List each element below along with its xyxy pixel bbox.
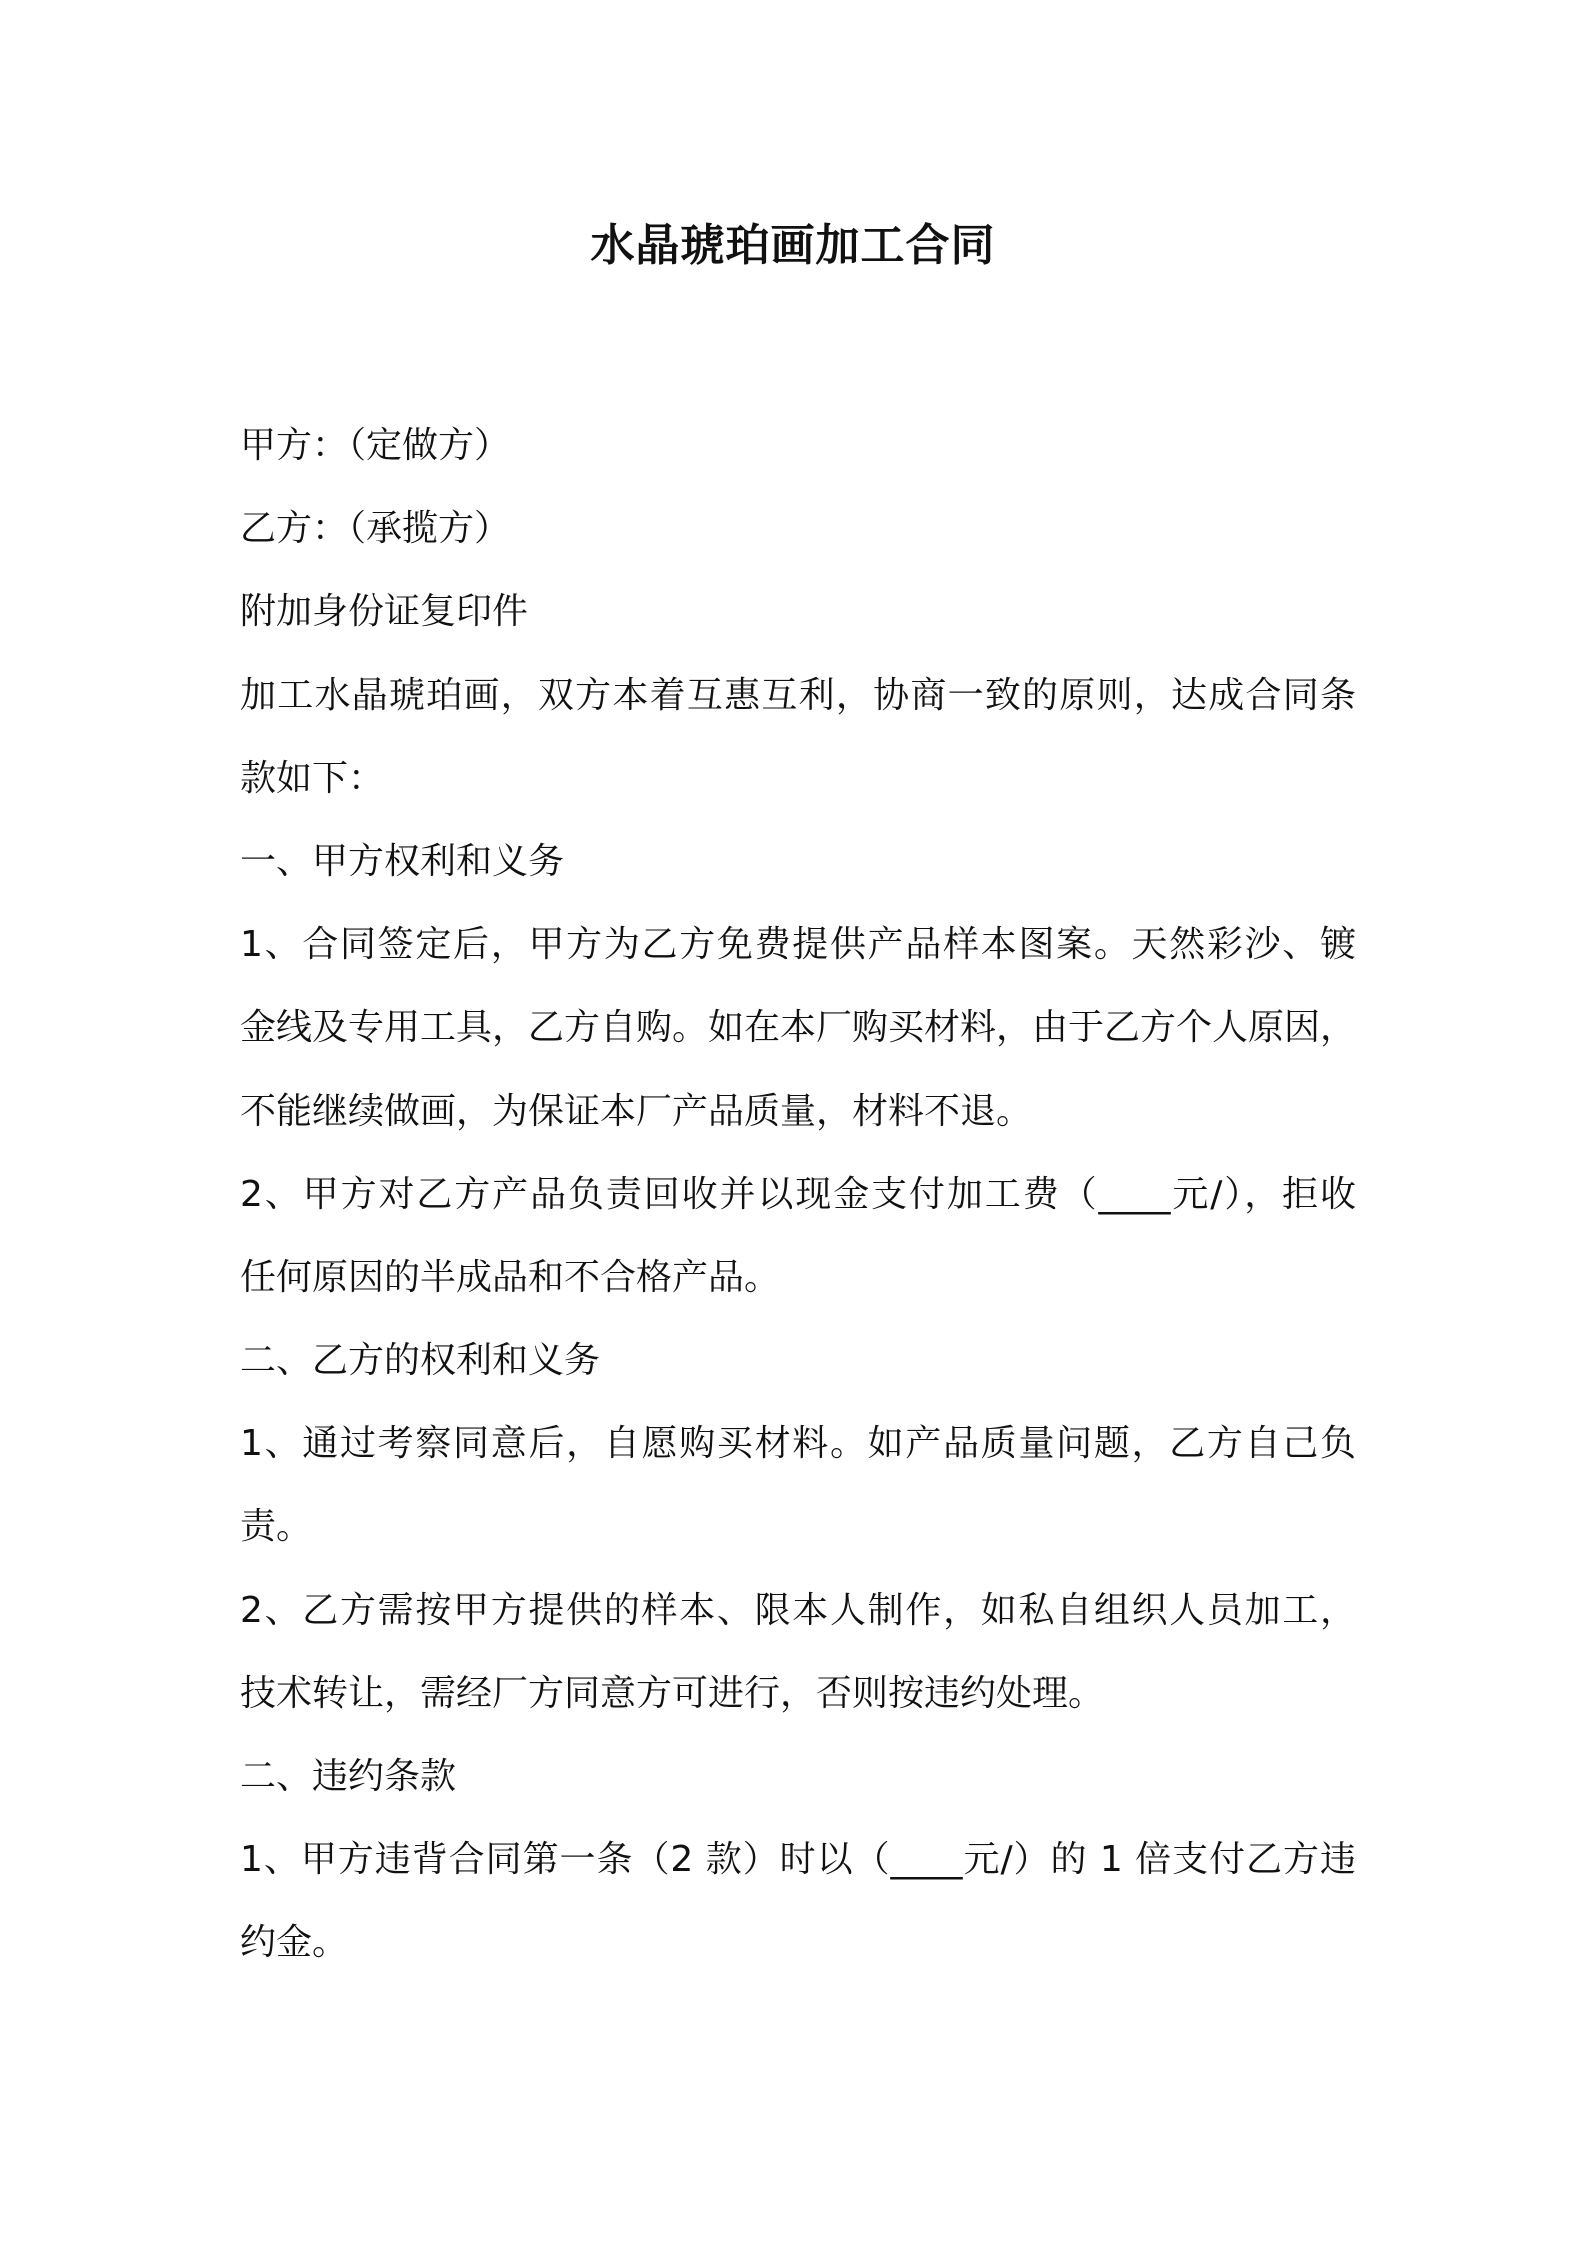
clause-a1-line-3: 不能继续做画，为保证本厂产品质量，材料不退。 <box>240 1090 1033 1132</box>
clause-a2-line-1: 2、甲方对乙方产品负责回收并以现金支付加工费（____元/），拒收 <box>240 1173 1356 1215</box>
preamble-line-1: 加工水晶琥珀画，双方本着互惠互利，协商一致的原则，达成合同条 <box>240 674 1356 716</box>
party-a-line: 甲方：（定做方） <box>240 425 511 466</box>
clause-b2-line-1: 2、乙方需按甲方提供的样本、限本人制作，如私自组织人员加工， <box>240 1589 1356 1631</box>
attachment-line: 附加身份证复印件 <box>240 591 529 633</box>
clause-a1-line-1: 1、合同签定后，甲方为乙方免费提供产品样本图案。天然彩沙、镀 <box>240 924 1356 966</box>
clause-b1-line-1: 1、通过考察同意后，自愿购买材料。如产品质量问题，乙方自己负 <box>240 1423 1356 1465</box>
clause-breach1-line-1: 1、甲方违背合同第一条（2 款）时以（____元/）的 1 倍支付乙方违 <box>240 1839 1356 1881</box>
document-body <box>240 404 1356 1985</box>
section-heading-breach: 二、违约条款 <box>240 1756 457 1797</box>
clause-a1-line-2: 金线及专用工具，乙方自购。如在本厂购买材料，由于乙方个人原因， <box>240 1007 1357 1049</box>
clause-b2-line-2: 技术转让，需经厂方同意方可进行，否则按违约处理。 <box>240 1672 1105 1714</box>
document-title: 水晶琥珀画加工合同 <box>590 220 996 271</box>
section-heading-party-a: 一、甲方权利和义务 <box>240 840 565 882</box>
preamble-line-2: 款如下： <box>240 757 385 799</box>
clause-b1-line-2: 责。 <box>240 1506 313 1548</box>
party-b-line: 乙方：（承揽方） <box>240 508 511 550</box>
section-heading-party-b: 二、乙方的权利和义务 <box>240 1340 601 1382</box>
clause-a2-line-2: 任何原因的半成品和不合格产品。 <box>240 1256 781 1298</box>
clause-breach1-line-2: 约金。 <box>240 1922 349 1964</box>
